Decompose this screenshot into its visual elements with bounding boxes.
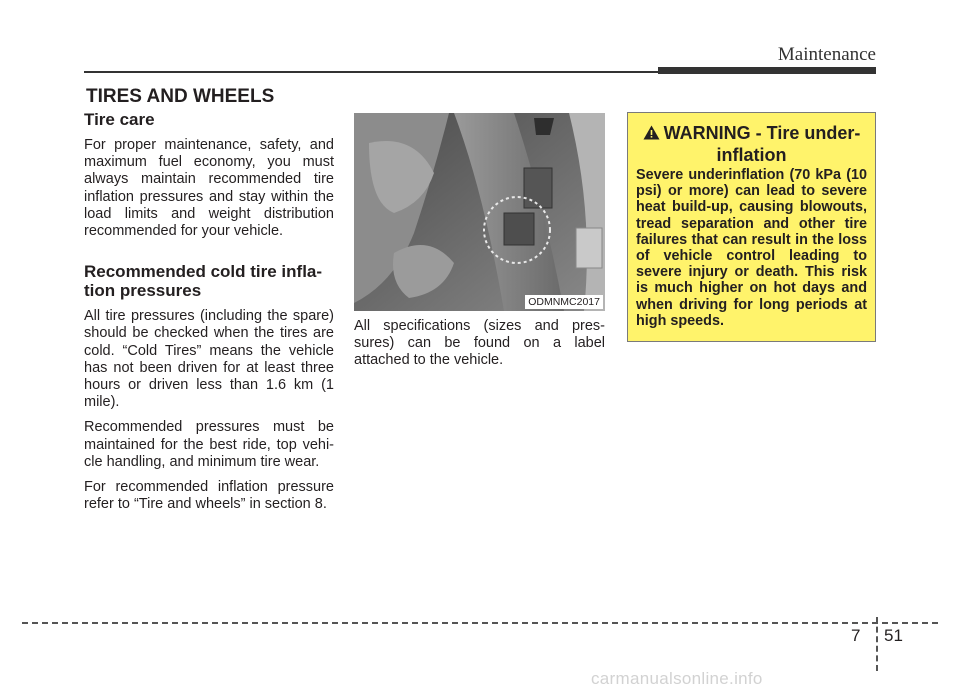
cold-pressure-paragraph: Recommended pressures must be maintained for the best ride, top vehi-cle handling, and minimum tire wear.: [84, 419, 334, 470]
cold-pressure-paragraph: For recommended inflation pressure refer to “Tire and wheels” in section 8.: [84, 479, 334, 513]
warning-body: Severe underinflation (70 kPa (10 psi) or more) can lead to severe heat build-up, causing blowouts, tread separation and other tire failures that can result in the loss of vehicle control leading to severe injury or death. This risk is much higher on hot days and when driving for long periods at high speeds.: [636, 167, 867, 329]
door-jamb-illustration: [354, 113, 605, 311]
page-number-divider: [876, 617, 878, 671]
figure-caption: All specifications (sizes and pres-sures) can be found on a label attached to the vehicle.: [354, 318, 605, 369]
header-rule-accent: [658, 67, 876, 74]
tire-care-heading: Tire care: [84, 110, 155, 129]
warning-title: WARNING - Tire under-inflation: [663, 123, 861, 165]
cold-pressure-heading: Recommended cold tire infla-tion pressures: [84, 262, 323, 301]
warning-box: [627, 112, 876, 342]
chapter-number: 7: [851, 626, 861, 645]
left-column: [84, 110, 334, 513]
site-watermark: carmanualsonline.info: [591, 669, 763, 688]
tire-care-body: For proper maintenance, safety, and maximum fuel economy, you must always maintain recommended tire inflation pressures and stay within the load limits and weight distribution recommended for your vehicle.: [84, 137, 334, 240]
warning-header: [628, 123, 875, 166]
page-number: 51: [884, 626, 903, 645]
section-title: TIRES AND WHEELS: [86, 86, 275, 107]
door-jamb-label-photo: [354, 113, 605, 311]
footer-rule: [22, 622, 938, 624]
middle-column: [354, 318, 605, 370]
chapter-header-title: Maintenance: [777, 44, 876, 65]
warning-triangle-icon: [643, 124, 660, 145]
cold-pressure-paragraph: All tire pressures (including the spare) should be checked when the tires are cold. “Cold Tires” means the vehicle has not been driven for at least three hours or driven less than 1.6 km (1 mile).: [84, 308, 334, 411]
header-rule: [84, 71, 662, 73]
figure-code: ODMNMC2017: [525, 295, 603, 309]
